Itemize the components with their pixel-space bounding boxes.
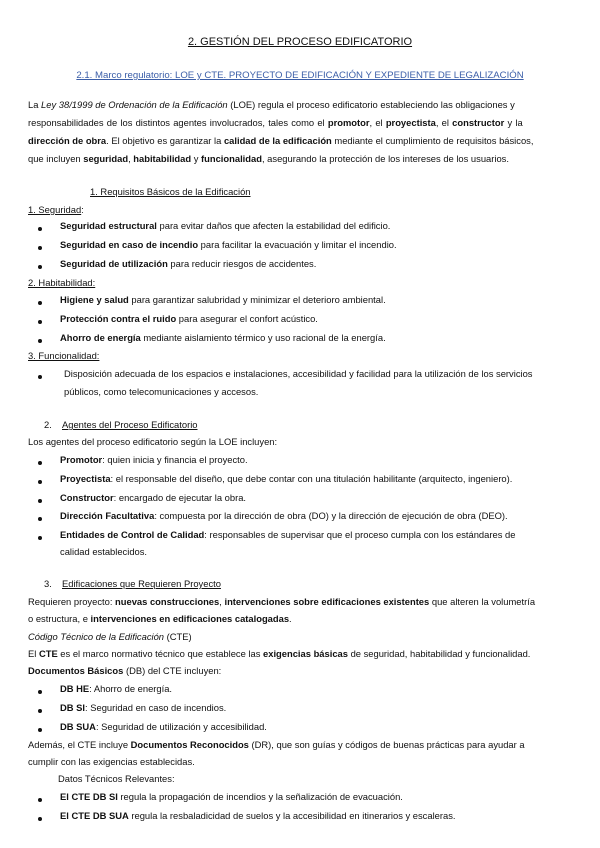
- bullet-icon: [38, 494, 42, 505]
- intro-line: responsabilidades de los distintos agentes involucrados, tales como el promotor, el proyectista, el constructor y la: [28, 117, 523, 128]
- bullet-icon: [38, 531, 42, 542]
- list-item: Dirección Facultativa: compuesta por la dirección de obra (DO) y la dirección de ejecución de obra (DEO).: [60, 510, 508, 521]
- text-line: Además, el CTE incluye Documentos Reconocidos (DR), que son guías y códigos de buenas prácticas para ayudar a: [28, 739, 525, 750]
- intro-line: dirección de obra. El objetivo es garantizar la calidad de la edificación mediante el cumplimiento de requisitos básicos,: [28, 135, 534, 146]
- list-item: El CTE DB SUA regula la resbaladicidad de suelos y la accesibilidad en itinerarios y escaleras.: [60, 810, 456, 821]
- section-intro: Los agentes del proceso edificatorio según la LOE incluyen:: [28, 436, 278, 447]
- list-item: Disposición adecuada de los espacios e instalaciones, accesibilidad y facilidad para la utilización de los servicios: [64, 368, 533, 379]
- subheading: Datos Técnicos Relevantes:: [58, 773, 175, 784]
- text-line: o estructura, e intervenciones en edificaciones catalogadas.: [28, 613, 292, 624]
- bullet-icon: [38, 222, 42, 233]
- section-heading: Agentes del Proceso Edificatorio: [62, 419, 198, 430]
- list-item: DB HE: Ahorro de energía.: [60, 683, 173, 694]
- text-line: El CTE es el marco normativo técnico que establece las exigencias básicas de seguridad, habitabilidad y funcionalidad.: [28, 648, 531, 659]
- intro-paragraph: [28, 96, 574, 168]
- list-item: Seguridad de utilización para reducir riesgos de accidentes.: [60, 258, 317, 269]
- bullet-icon: [38, 723, 42, 734]
- list-item-continuation: calidad establecidos.: [60, 546, 148, 557]
- bullet-icon: [38, 296, 42, 307]
- bullet-icon: [38, 685, 42, 696]
- bullet-icon: [38, 370, 42, 381]
- section-heading: 1. Requisitos Básicos de la Edificación: [90, 186, 251, 197]
- bullet-icon: [38, 241, 42, 252]
- text-line: Requieren proyecto: nuevas construcciones, intervenciones sobre edificaciones existentes que alteren la volumetría: [28, 596, 536, 607]
- bullet-icon: [38, 475, 42, 486]
- list-item: Proyectista: el responsable del diseño, que debe contar con una titulación habilitante (arquitecto, ingeniero).: [60, 473, 513, 484]
- list-item: Promotor: quien inicia y financia el proyecto.: [60, 454, 248, 465]
- section-number: 2.: [44, 419, 52, 430]
- list-item: Constructor: encargado de ejecutar la obra.: [60, 492, 247, 503]
- list-item-continuation: públicos, como telecomunicaciones y accesos.: [64, 386, 259, 397]
- bullet-icon: [38, 812, 42, 823]
- bullet-icon: [38, 260, 42, 271]
- list-item: Ahorro de energía mediante aislamiento térmico y uso racional de la energía.: [60, 332, 386, 343]
- section-subtitle-link[interactable]: 2.1. Marco regulatorio: LOE y CTE. PROYECTO DE EDIFICACIÓN Y EXPEDIENTE DE LEGALIZACIÓN: [76, 70, 524, 81]
- text-line: Documentos Básicos (DB) del CTE incluyen:: [28, 665, 222, 676]
- bullet-icon: [38, 704, 42, 715]
- bullet-icon: [38, 512, 42, 523]
- list-item: DB SUA: Seguridad de utilización y accesibilidad.: [60, 721, 267, 732]
- bullet-icon: [38, 456, 42, 467]
- bullet-icon: [38, 315, 42, 326]
- list-item: DB SI: Seguridad en caso de incendios.: [60, 702, 227, 713]
- bullet-icon: [38, 793, 42, 804]
- list-item: Higiene y salud para garantizar salubridad y minimizar el deterioro ambiental.: [60, 294, 386, 305]
- section-heading: Edificaciones que Requieren Proyecto: [62, 578, 221, 589]
- list-item: El CTE DB SI regula la propagación de incendios y la señalización de evacuación.: [60, 791, 403, 802]
- section-number: 3.: [44, 578, 52, 589]
- subsection-label: 2. Habitabilidad:: [28, 277, 96, 288]
- subsection-label: 1. Seguridad:: [28, 204, 84, 215]
- list-item: Seguridad en caso de incendio para facilitar la evacuación y limitar el incendio.: [60, 239, 397, 250]
- cte-title: Código Técnico de la Edificación (CTE): [28, 631, 192, 642]
- list-item: Protección contra el ruido para asegurar el confort acústico.: [60, 313, 318, 324]
- list-item: Entidades de Control de Calidad: responsables de supervisar que el proceso cumpla con los estándares de: [60, 529, 516, 540]
- page-title: 2. GESTIÓN DEL PROCESO EDIFICATORIO: [187, 36, 413, 48]
- intro-line: que incluyen seguridad, habitabilidad y funcionalidad, asegurando la protección de los intereses de los usuarios.: [28, 153, 509, 164]
- bullet-icon: [38, 334, 42, 345]
- text-line: cumplir con las exigencias establecidas.: [28, 756, 195, 767]
- list-item: Seguridad estructural para evitar daños que afecten la estabilidad del edificio.: [60, 220, 391, 231]
- intro-line: La Ley 38/1999 de Ordenación de la Edificación (LOE) regula el proceso edificatorio estableciendo las obligaciones y: [28, 99, 515, 110]
- subsection-label: 3. Funcionalidad:: [28, 350, 100, 361]
